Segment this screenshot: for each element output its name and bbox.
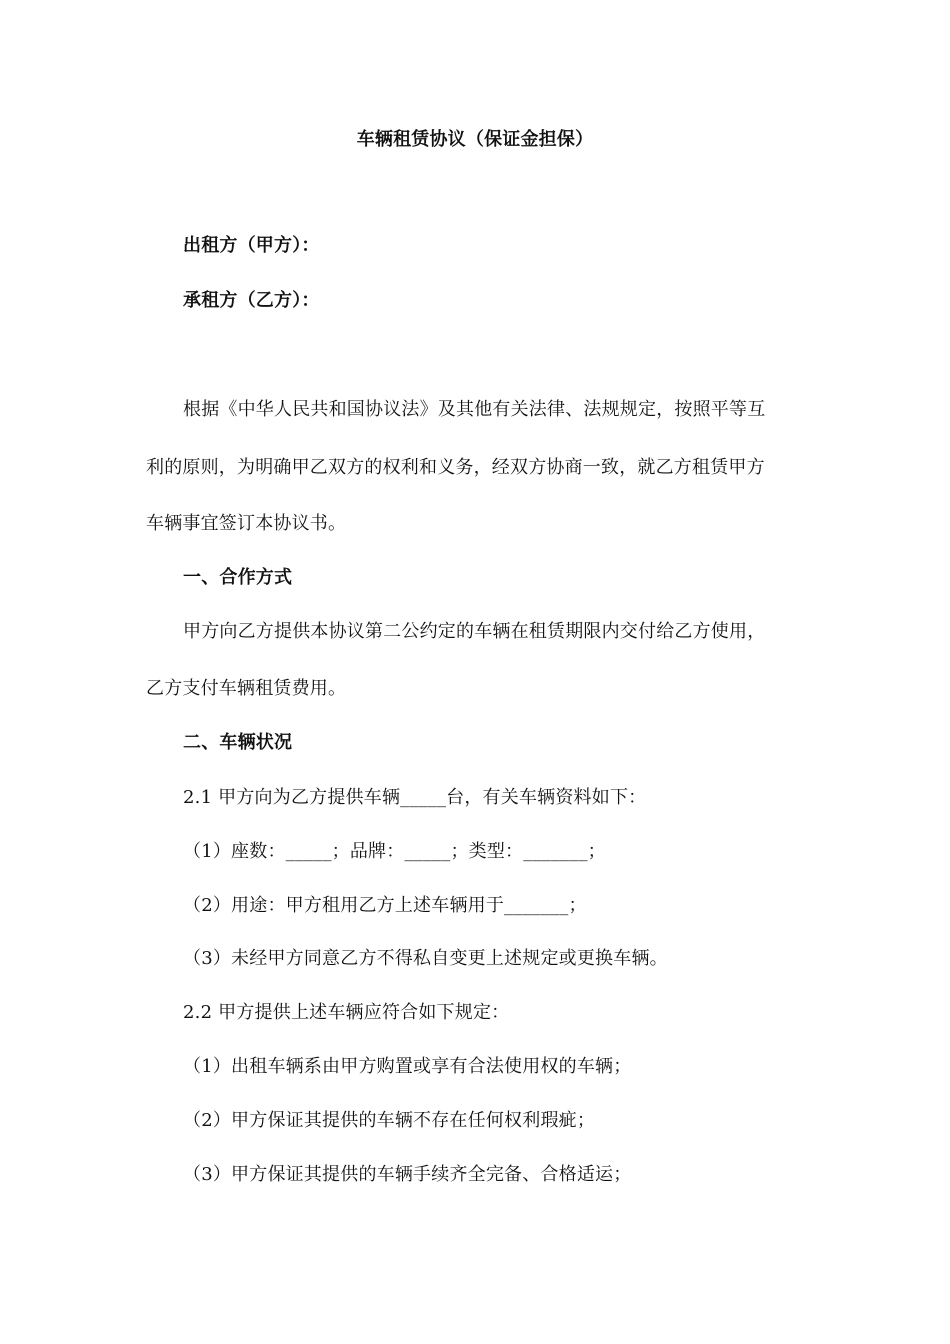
lessee-label: 承租方（乙方）：: [183, 290, 320, 311]
section2-item: （2）用途：甲方租用乙方上述车辆用于_______；: [183, 895, 587, 916]
section1-paragraph-line: 甲方向乙方提供本协议第二公约定的车辆在租赁期限内交付给乙方使用，: [183, 621, 766, 642]
section2-item: （2）甲方保证其提供的车辆不存在任何权利瑕疵；: [183, 1110, 596, 1131]
intro-paragraph-line: 车辆事宜签订本协议书。: [146, 513, 347, 534]
section2-item: （1）出租车辆系由甲方购置或享有合法使用权的车辆；: [183, 1056, 632, 1077]
section2-item: （3）甲方保证其提供的车辆手续齐全完备、合格适运；: [183, 1164, 632, 1185]
intro-paragraph-line: 根据《中华人民共和国协议法》及其他有关法律、法规规定，按照平等互: [183, 399, 766, 420]
section2-item: （3）未经甲方同意乙方不得私自变更上述规定或更换车辆。: [183, 948, 668, 969]
section2-item: 2.2 甲方提供上述车辆应符合如下规定：: [183, 1002, 510, 1023]
intro-paragraph-line: 利的原则，为明确甲乙双方的权利和义务，经双方协商一致，就乙方租赁甲方: [146, 457, 765, 478]
section1-paragraph-line: 乙方支付车辆租赁费用。: [146, 678, 347, 699]
lessor-label: 出租方（甲方）：: [183, 235, 320, 256]
section2-item: （1）座数：_____；品牌：_____；类型：_______；: [183, 841, 606, 862]
document-title: 车辆租赁协议（保证金担保）: [356, 129, 594, 150]
section-heading-vehicle-status: 二、车辆状况: [183, 732, 293, 753]
section-heading-cooperation: 一、合作方式: [183, 567, 293, 588]
section2-item: 2.1 甲方向为乙方提供车辆_____台，有关车辆资料如下：: [183, 787, 647, 808]
